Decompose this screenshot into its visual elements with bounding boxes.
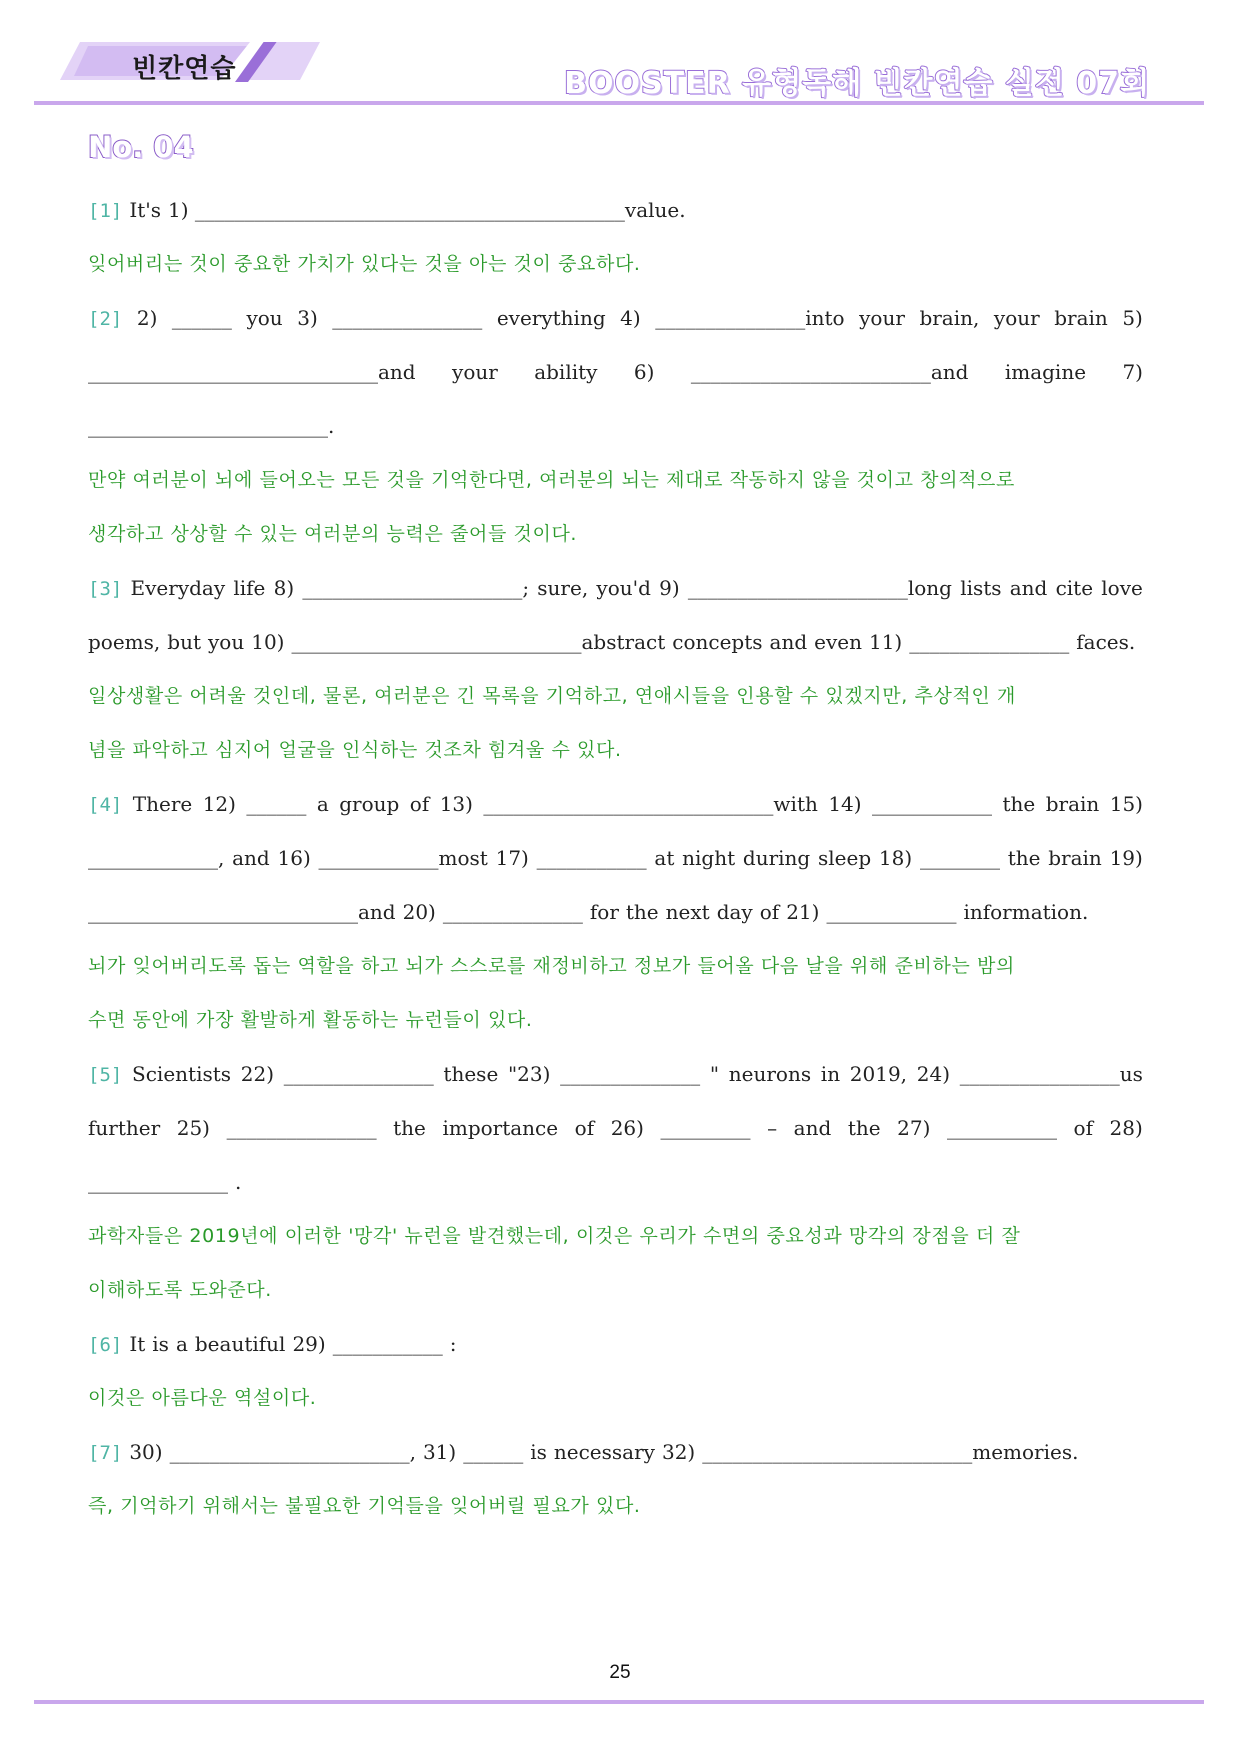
english-token: information. [963, 900, 1089, 924]
english-token: ______ [463, 1440, 524, 1464]
english-token: 15) [1109, 792, 1143, 816]
english-token: _______________into [655, 306, 845, 330]
english-token: ______________ [560, 1062, 701, 1086]
english-token: and [793, 1116, 832, 1140]
english-token: _________ [660, 1116, 751, 1140]
english-token: ______________________; [302, 576, 530, 600]
korean-translation: 즉, 기억하기 위해서는 불필요한 기억들을 잊어버릴 필요가 있다. [88, 1495, 641, 1517]
english-token: brain [1054, 306, 1108, 330]
english-line [88, 1326, 1143, 1380]
english-token: ________________________and [690, 360, 969, 384]
english-token: ___________________________memories. [702, 1440, 1079, 1464]
english-token: 10) [251, 630, 285, 654]
english-token: 26) [610, 1116, 644, 1140]
korean-translation: 과학자들은 2019년에 이러한 '망각' 뉴런을 발견했는데, 이것은 우리가 수면의 중요성과 망각의 장점을 더 잘 [88, 1225, 1021, 1247]
english-token: sure, [537, 576, 589, 600]
english-token: ____________ [872, 792, 993, 816]
english-token: of [1073, 1116, 1093, 1140]
korean-translation: 잊어버리는 것이 중요한 가치가 있다는 것을 아는 것이 중요하다. [88, 253, 641, 275]
english-token: ______________ [442, 900, 583, 924]
english-token: even [814, 630, 862, 654]
english-line [88, 840, 1143, 894]
english-token: 25) [176, 1116, 210, 1140]
english-token: lists [960, 576, 1002, 600]
english-token: is [530, 1440, 547, 1464]
english-token: importance [442, 1116, 559, 1140]
section-marker: [6] [88, 1334, 123, 1356]
korean-translation: 념을 파악하고 심지어 얼굴을 인식하는 것조차 힘겨울 수 있다. [88, 739, 622, 761]
english-token: . [235, 1170, 242, 1194]
english-token: for [589, 900, 619, 924]
english-line [88, 1110, 1143, 1164]
section-marker: [2] [88, 308, 123, 330]
english-token: 24) [916, 1062, 951, 1086]
english-token: ___________________________and [88, 900, 396, 924]
english-token: a [316, 792, 329, 816]
english-token: 31) [422, 1440, 457, 1464]
english-token: _____________, [88, 846, 225, 870]
english-line [88, 570, 1143, 624]
english-token: 5) [1122, 306, 1143, 330]
english-token: ______________ [88, 1170, 228, 1194]
section-marker: [4] [88, 794, 123, 816]
header-title: BOOSTER 유형독해 빈칸연습 실전 07회 [564, 66, 1150, 101]
english-token: ________________us [959, 1062, 1143, 1086]
english-token: and [1009, 576, 1048, 600]
english-token: ____________most [318, 846, 488, 870]
english-token: 8) [273, 576, 295, 600]
english-token: ______________________long [687, 576, 952, 600]
english-token: 20) [402, 900, 436, 924]
english-token: faces. [1076, 630, 1136, 654]
english-token: Everyday [130, 576, 226, 600]
english-token: a [175, 1332, 188, 1356]
english-token: : [449, 1332, 457, 1356]
english-token: 29) [292, 1332, 326, 1356]
header-tab [60, 42, 360, 92]
english-token: _____________________________abstract [291, 630, 666, 654]
english-token: _____________ [826, 900, 957, 924]
english-token: the [625, 900, 659, 924]
english-token: 2) [136, 306, 158, 330]
english-token: at [654, 846, 675, 870]
english-line [88, 408, 1143, 462]
english-line [88, 1434, 1143, 1488]
english-token: ability [534, 360, 598, 384]
english-token: _____________________________and [88, 360, 416, 384]
korean-translation: 이해하도록 도와준다. [88, 1279, 272, 1301]
english-token: 22) [240, 1062, 275, 1086]
english-token: ________________________, [169, 1440, 416, 1464]
english-token: 17) [495, 846, 529, 870]
english-token: further [88, 1116, 161, 1140]
english-token: ___________ [946, 1116, 1057, 1140]
section-marker: [3] [88, 578, 123, 600]
english-token: life [233, 576, 266, 600]
english-token: of [409, 792, 430, 816]
english-token: your [993, 306, 1040, 330]
english-token: 6) [633, 360, 655, 384]
english-token: 18) [878, 846, 913, 870]
korean-translation: 일상생활은 어려울 것인데, 물론, 여러분은 긴 목록을 기억하고, 연애시들을 인용할 수 있겠지만, 추상적인 개 [88, 685, 1016, 707]
english-token: your [452, 360, 498, 384]
korean-translation: 생각하고 상상할 수 있는 여러분의 능력은 줄어들 것이다. [88, 523, 578, 545]
english-token: of [759, 900, 780, 924]
english-token: next [665, 900, 710, 924]
english-token: 21) [786, 900, 820, 924]
english-line [88, 786, 1143, 840]
english-token: 13) [439, 792, 473, 816]
english-token: is [152, 1332, 169, 1356]
english-token: 2019, [849, 1062, 908, 1086]
english-token: necessary [553, 1440, 655, 1464]
english-token: 32) [661, 1440, 696, 1464]
english-line [88, 1056, 1143, 1110]
english-token: "23) [507, 1062, 551, 1086]
english-token: 28) [1109, 1116, 1143, 1140]
english-token: Scientists [132, 1062, 232, 1086]
english-token: the [1002, 792, 1036, 816]
english-token: your [859, 306, 905, 330]
english-token: poems, [88, 630, 161, 654]
english-token: you'd [596, 576, 651, 600]
question-number: No. 04 [88, 130, 194, 164]
english-token: 1) ___________________________________________value. [168, 198, 686, 222]
english-token: There [132, 792, 193, 816]
english-token: group [339, 792, 400, 816]
header-tab-label: 빈칸연습 [132, 54, 237, 84]
korean-translation: 이것은 아름다운 역설이다. [88, 1387, 317, 1409]
english-token: ___________ [536, 846, 647, 870]
english-token: in [820, 1062, 841, 1086]
english-token: concepts [672, 630, 763, 654]
english-token: 27) [897, 1116, 931, 1140]
english-token: 16) [277, 846, 311, 870]
english-token: _____________________________with [483, 792, 818, 816]
header-divider [34, 101, 1204, 105]
english-token: cite [1055, 576, 1094, 600]
english-token: of [574, 1116, 595, 1140]
exercise-content [88, 192, 1143, 1542]
english-token: the [1007, 846, 1041, 870]
english-token: these [443, 1062, 499, 1086]
english-token: and [232, 846, 270, 870]
english-token: ________________________. [88, 414, 335, 438]
english-token: ________ [919, 846, 1000, 870]
footer-divider [34, 1700, 1204, 1704]
english-line [88, 300, 1143, 354]
english-token: love [1101, 576, 1143, 600]
english-token: everything [496, 306, 606, 330]
english-token: 7) [1122, 360, 1143, 384]
english-token: 3) [297, 306, 318, 330]
english-token: 4) [620, 306, 641, 330]
english-token: It's [129, 198, 162, 222]
english-token: imagine [1004, 360, 1087, 384]
english-token: 12) [202, 792, 236, 816]
english-line [88, 1164, 1143, 1218]
english-token: ______ [171, 306, 232, 330]
english-line [88, 354, 1143, 408]
english-token: – [767, 1116, 778, 1140]
english-token: the [393, 1116, 426, 1140]
english-token: ________________ [909, 630, 1070, 654]
english-token: beautiful [194, 1332, 286, 1356]
korean-translation: 수면 동안에 가장 활발하게 활동하는 뉴런들이 있다. [88, 1009, 533, 1031]
english-line [88, 192, 1143, 246]
section-marker: [5] [88, 1064, 123, 1086]
english-token: ___________ [332, 1332, 443, 1356]
english-token: and [769, 630, 808, 654]
english-token: 9) [659, 576, 680, 600]
english-token: It [129, 1332, 146, 1356]
section-marker: [1] [88, 200, 123, 222]
english-token: _______________ [283, 1062, 434, 1086]
page-number: 25 [609, 1662, 631, 1683]
english-token: you [246, 306, 283, 330]
english-token: sleep [818, 846, 872, 870]
korean-translation: 뇌가 잊어버리도록 돕는 역할을 하고 뇌가 스스로를 재정비하고 정보가 들어올 다음 날을 위해 준비하는 밤의 [88, 955, 1015, 977]
english-token: _______________ [332, 306, 483, 330]
english-token: day [716, 900, 753, 924]
english-token: night [682, 846, 736, 870]
english-token: 14) [828, 792, 862, 816]
english-token: 30) [129, 1440, 163, 1464]
english-token: you [208, 630, 245, 654]
english-line [88, 624, 1143, 678]
english-token: the [847, 1116, 881, 1140]
english-token: brain [1048, 846, 1102, 870]
english-token: neurons [728, 1062, 812, 1086]
english-token: _______________ [226, 1116, 377, 1140]
english-line [88, 894, 1143, 948]
english-token: but [167, 630, 201, 654]
korean-translation: 만약 여러분이 뇌에 들어오는 모든 것을 기억한다면, 여러분의 뇌는 제대로 작동하지 않을 것이고 창의적으로 [88, 469, 1015, 491]
english-token: 11) [868, 630, 903, 654]
english-token: brain [1045, 792, 1100, 816]
english-token: brain, [919, 306, 980, 330]
english-token: 19) [1109, 846, 1143, 870]
section-marker: [7] [88, 1442, 123, 1464]
english-token: " [709, 1062, 720, 1086]
english-token: ______ [246, 792, 307, 816]
english-token: during [742, 846, 811, 870]
